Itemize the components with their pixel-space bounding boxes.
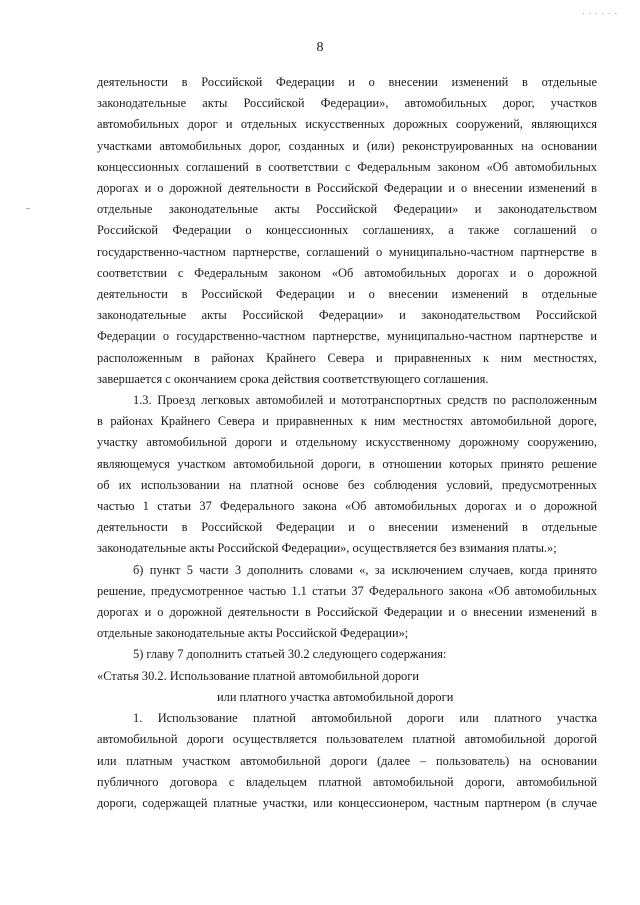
text-line: 1. Использование платной автомобильной дороги или платного участка bbox=[133, 711, 597, 726]
text-line: соответствии с Федеральным законом «Об автомобильных дорогах и о дорожной bbox=[97, 265, 597, 280]
text-line: участками автомобильных дорог, созданных и (или) реконструированных на основании bbox=[97, 138, 597, 153]
text-line: завершается с окончанием срока действия соответствующего соглашения. bbox=[97, 371, 489, 386]
text-line: б) пункт 5 части 3 дополнить словами «, за исключением случаев, когда принято bbox=[133, 562, 597, 577]
article-heading bbox=[97, 666, 597, 708]
text-line: отдельные законодательные акты Российской Федерации» и законодательством bbox=[97, 202, 597, 217]
page-number: 8 bbox=[316, 40, 324, 55]
text-line: законодательные акты Российской Федерации» и законодательством Российской bbox=[97, 308, 597, 323]
corner-mark: . . . . . . bbox=[582, 6, 618, 16]
text-line: деятельности в Российской Федерации и о внесении изменений в отдельные bbox=[97, 287, 597, 302]
text-line: 5) главу 7 дополнить статьей 30.2 следующего содержания: bbox=[133, 647, 447, 662]
text-line: являющемуся участком автомобильной дороги, в отношении которых принято решение bbox=[97, 456, 597, 471]
text-line: Федерации о государственно-частном партнерстве, муниципально-частном партнерстве и bbox=[97, 329, 597, 344]
article-heading-line-1: «Статья 30.2. Использование платной автомобильной дороги bbox=[97, 668, 419, 683]
text-line: частью 1 статьи 37 Федерального закона «Об автомобильных дорогах и о дорожной bbox=[97, 499, 597, 514]
text-line: решение, предусмотренное частью 1.1 статьи 37 Федерального закона «Об автомобильных bbox=[97, 583, 597, 598]
paragraph-continuation bbox=[97, 72, 597, 390]
text-line: отдельные законодательные акты Российской Федерации»; bbox=[97, 626, 409, 641]
text-line: расположенным в районах Крайнего Севера и приравненных к ним местностях, bbox=[97, 350, 597, 365]
text-line: публичного договора с владельцем платной автомобильной дороги, автомобильной bbox=[97, 774, 597, 789]
paragraph-subitem-b bbox=[97, 560, 597, 645]
text-line: государственно-частном партнерстве, соглашений о муниципально-частном партнерстве в bbox=[97, 244, 597, 259]
text-line: в районах Крайнего Севера и приравненных к ним местностях автомобильной дороге, bbox=[97, 414, 597, 429]
text-line: концессионных соглашений в соответствии с Федеральным законом «Об автомобильных bbox=[97, 159, 597, 174]
text-line: автомобильной дороги осуществляется пользователем платной автомобильной дорогой bbox=[97, 732, 597, 747]
article-heading-line-2: или платного участка автомобильной дороги bbox=[217, 689, 454, 704]
text-line: законодательные акты Российской Федерации», осуществляется без взимания платы.»; bbox=[97, 541, 557, 556]
text-line: деятельности в Российской Федерации и о внесении изменений в отдельные bbox=[97, 520, 597, 535]
text-line: дорогах и о дорожной деятельности в Российской Федерации и о внесении изменений в bbox=[97, 605, 597, 620]
paragraph-item-5 bbox=[97, 644, 597, 665]
document-body bbox=[97, 72, 597, 814]
text-line: дороги, содержащей платные участки, или концессионером, частным партнером (в случае bbox=[97, 795, 597, 810]
text-line: 1.3. Проезд легковых автомобилей и мототранспортных средств по расположенным bbox=[133, 393, 597, 408]
paragraph-article-30-2-item-1 bbox=[97, 708, 597, 814]
text-line: участку автомобильной дороги и отдельному искусственному дорожному сооружению, bbox=[97, 435, 597, 450]
paragraph-1-3 bbox=[97, 390, 597, 560]
text-line: или платным участком автомобильной дороги (далее – пользователь) на основании bbox=[97, 753, 597, 768]
text-line: законодательные акты Российской Федерации», автомобильных дорог, участков bbox=[97, 96, 597, 111]
text-line: об их использовании на платной основе без соблюдения условий, предусмотренных bbox=[97, 477, 597, 492]
text-line: автомобильных дорог и отдельных искусственных дорожных сооружений, являющихся bbox=[97, 117, 597, 132]
text-line: Российской Федерации о концессионных соглашениях, а также соглашений о bbox=[97, 223, 597, 238]
margin-mark bbox=[26, 208, 30, 209]
text-line: дорогах и о дорожной деятельности в Российской Федерации и о внесении изменений в bbox=[97, 181, 597, 196]
text-line: деятельности в Российской Федерации и о внесении изменений в отдельные bbox=[97, 75, 597, 89]
